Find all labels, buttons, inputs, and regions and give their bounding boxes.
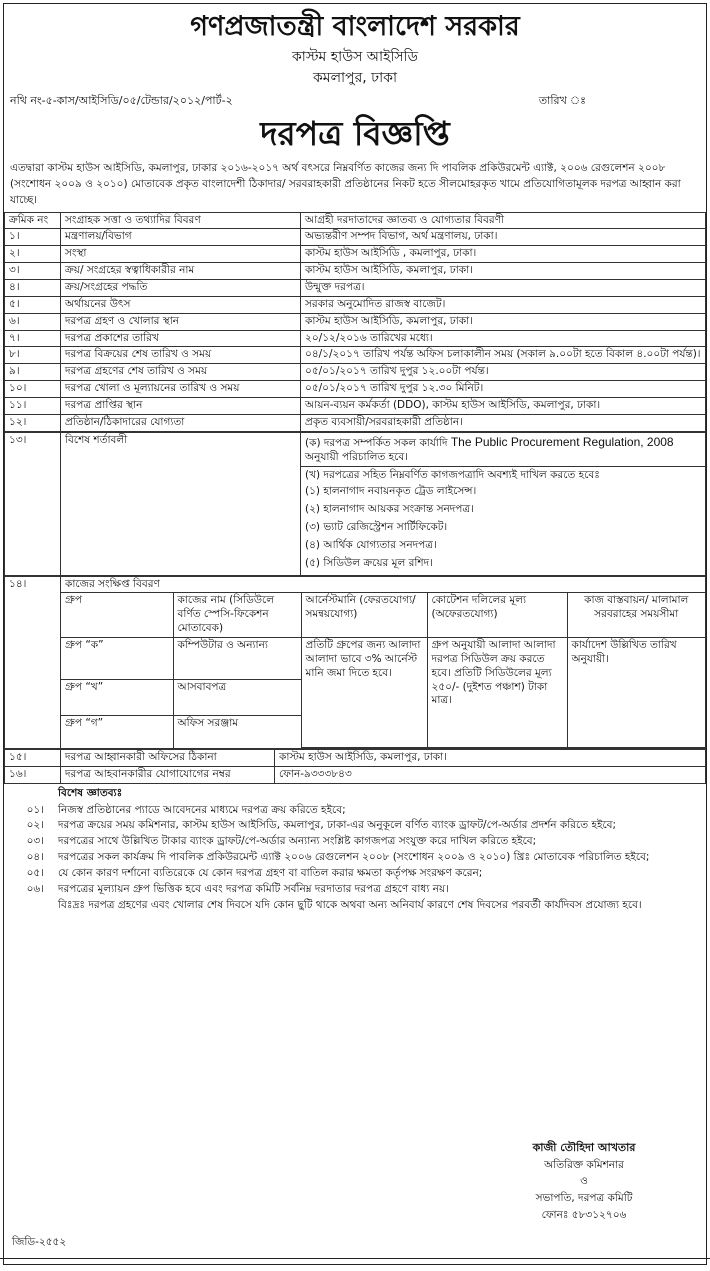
row-label: দরপত্র গ্রহণের শেষ তারিখ ও সময় — [61, 364, 301, 381]
special-notes — [4, 784, 706, 914]
row-value: ০৪/১/২০১৭ তারিখ পর্যন্ত অফিস চলাকালীন সময় (সকাল ৯.০০টা হতে বিকাল ৪.০০টা পর্যন্ত)। — [301, 347, 706, 364]
delivery-time: কার্যাদেশ উল্লিখিত তারিখ অনুযায়ী। — [567, 638, 705, 748]
row-serial: ১৬। — [5, 766, 61, 783]
note-item — [4, 882, 706, 898]
table-row — [5, 246, 706, 263]
note-item — [4, 898, 706, 914]
table-row — [5, 296, 706, 313]
row-label: সংস্থা — [61, 246, 301, 263]
table-header-row — [5, 212, 706, 229]
row-serial: ৬। — [5, 313, 61, 330]
reference-number: নথি নং-৫-কাস/আইসিডি/০৫/টেন্ডার/২০১২/পার্ট-২ — [10, 93, 233, 107]
date-label: তারিখ ঃ — [538, 93, 586, 107]
row-value: ০৫/০১/২০১৭ তারিখ দুপুর ১২.৩০ মিনিট। — [301, 381, 706, 398]
row-label: ক্রয়/সংগ্রহের পদ্ধতি — [61, 280, 301, 297]
row-serial: ৪। — [5, 280, 61, 297]
note-number: ০৩। — [26, 835, 44, 848]
signatory-name: কাজী তৌহিদা আখতার — [532, 1141, 636, 1154]
row-serial: ৯। — [5, 364, 61, 381]
notice-page — [3, 3, 707, 1265]
govt-title: গণপ্রজাতন্ত্রী বাংলাদেশ সরকার — [190, 11, 520, 42]
note-number: ০৫। — [26, 867, 44, 880]
group-name: গ্রুপ “ক” — [61, 638, 173, 680]
row-value: কাস্টম হাউস আইসিডি, কমলাপুর, ঢাকা। — [301, 313, 706, 330]
signature-block — [474, 1139, 694, 1224]
signatory-phone: ফোনঃ ৫৮৩১২৭০৬ — [541, 1208, 627, 1221]
table-row — [5, 229, 706, 246]
details-header: আগ্রহী দরদাতাদের জ্ঞাতব্য ও যোগ্যতার বিবরণী — [301, 212, 706, 229]
notice-title: দরপত্র বিজ্ঞপ্তি — [260, 114, 450, 154]
note-number: ০২। — [26, 819, 44, 832]
row-label: ক্রয়/ সংগ্রহের স্বত্বাধিকারীর নাম — [61, 263, 301, 280]
row-serial: ৭। — [5, 330, 61, 347]
description-header: সংগ্রাহক সত্তা ও তথ্যাদির বিবরণ — [61, 212, 301, 229]
signatory-and: ও — [580, 1175, 588, 1188]
note-item — [4, 850, 706, 866]
row-label: দরপত্র আহবানকারীর যোগাযোগের নম্বর — [61, 766, 275, 783]
table-row — [5, 263, 706, 280]
document-item: (৩) ভ্যাট রেজিস্ট্রেশন সার্টিফিকেট। — [305, 521, 448, 534]
note-item — [4, 803, 706, 819]
table-row — [5, 364, 706, 381]
note-number: ০৬। — [26, 882, 44, 895]
signatory-designation: অতিরিক্ত কমিশনার — [544, 1158, 624, 1171]
row-serial: ৫। — [5, 296, 61, 313]
contact-table — [4, 749, 706, 784]
group-work: অফিস সরঞ্জাম — [173, 716, 301, 748]
note-number: ০৪। — [26, 851, 44, 864]
row-serial: ১২। — [5, 414, 61, 431]
document-item: (৫) সিডিউল ক্রয়ের মূল রশিদ। — [305, 556, 433, 569]
row-label: প্রতিষ্ঠান/ঠিকাদারের যোগ্যতা — [61, 414, 301, 431]
row-value: ফোন-৯৩৩৩৮৪৩ — [275, 766, 706, 783]
document-item: (২) হালনাগাদ আয়কর সংক্রান্ত সনদপত্র। — [305, 503, 474, 516]
office-name: কাস্টম হাউস আইসিডি — [292, 48, 418, 65]
gd-code: জিডি-২৫৫২ — [12, 1236, 67, 1248]
note-text: যে কোন কারণ দর্শানো ব্যতিরেকে যে কোন দরপত্র গ্রহণ বা বাতিল করার ক্ষমতা কর্তৃপক্ষ সংরক্ষণ করেন; — [58, 867, 483, 880]
row-label: দরপত্র খোলা ও মূল্যায়নের তারিখ ও সময় — [61, 381, 301, 398]
note-text: দরপত্রের সাথে উল্লিখিত টাকার ব্যাংক ড্রাফট/পে-অর্ডার অন্যান্য সংশ্লিষ্ট কাগজপত্র সংযুক্ত করে দাখিল করিতে হইবে; — [58, 835, 537, 848]
note-number: ০১। — [26, 803, 44, 816]
row-label: দরপত্র প্রকাশের তারিখ — [61, 330, 301, 347]
special-conditions-table — [4, 432, 706, 576]
row-serial: ১৪। — [5, 576, 61, 593]
row-label: দরপত্র বিক্রয়ের শেষ তারিখ ও সময় — [61, 347, 301, 364]
table-row — [5, 398, 706, 415]
group-work: আসবাবপত্র — [173, 680, 301, 716]
row-serial: ১৫। — [5, 750, 61, 767]
notes-title: বিশেষ জ্ঞাতব্যঃ — [58, 786, 123, 799]
schedule-price: গ্রুপ অনুযায়ী আলাদা আলাদা দরপত্র সিডিউল ক্রয় করতে হবে। প্রতিটি সিডিউলের মূল্য ২৫০/- (দুইশত পঞ্চাশ) টাকা মাত্র। — [427, 638, 567, 748]
row-value: উন্মুক্ত দরপত্র। — [301, 280, 706, 297]
note-text: দরপত্র ক্রয়ের সময় কমিশনার, কাস্টম হাউস আইসিডি, কমলাপুর, ঢাকা-এর অনুকূলে বর্ণিত ব্যাংক ড্রাফট/পে-অর্ডার প্রদর্শন করিতে হইবে; — [58, 819, 617, 832]
row-serial: ১১। — [5, 398, 61, 415]
note-number — [4, 899, 58, 913]
group-table — [61, 593, 705, 748]
intro-paragraph: এতদ্বারা কাস্টম হাউস আইসিডি, কমলাপুর, ঢাকার ২০১৬-২০১৭ অর্থ বৎসরে নিম্নবর্ণিত কাজের জন্য দি পাবলিক প্রকিউরমেন্ট এ্যাক্ট, ২০০৬ রেগুলেশন ২০০৮ (সংশোধন ২০০৯ ও ২০১০) মোতাবেক প্রকৃত বাংলাদেশী ঠিকাদার/ সরবরাহকারী প্রতিষ্ঠানের নিকট হতে সীলমোহরকৃত খামে প্রতিযোগিতামূলক দরপত্র আহ্বান করা যাচ্ছে। — [10, 161, 681, 207]
price-col-header: কোটেশন দলিলের মূল্য (অফেরতযোগ্য) — [427, 593, 567, 637]
row-label: বিশেষ শর্তাবলী — [61, 432, 301, 575]
row-label: দরপত্র প্রাপ্তির স্থান — [61, 398, 301, 415]
group-name: গ্রুপ “গ” — [61, 716, 173, 748]
row-value: ০৫/০১/২০১৭ তারিখ দুপুর ১২.০০টা পর্যন্ত। — [301, 364, 706, 381]
row-value: সরকার অনুমোদিত রাজস্ব বাজেট। — [301, 296, 706, 313]
row-label: দরপত্র গ্রহণ ও খোলার স্থান — [61, 313, 301, 330]
table-row — [5, 432, 706, 575]
row-serial: ৮। — [5, 347, 61, 364]
note-item — [4, 866, 706, 882]
row-value: কাস্টম হাউস আইসিডি, কমলাপুর, ঢাকা। — [275, 750, 706, 767]
row-value: আয়ন-ব্যয়ন কর্মকর্তা (DDO), কাস্টম হাউস আইসিডি, কমলাপুর, ঢাকা। — [301, 398, 706, 415]
group-work: কম্পিউটার ও অন্যান্য — [173, 638, 301, 680]
row-serial: ৩। — [5, 263, 61, 280]
note-item — [4, 818, 706, 834]
group-row — [61, 638, 705, 680]
row-label: কাজের সংক্ষিপ্ত বিবরণ — [61, 576, 706, 593]
work-name-col-header: কাজের নাম (সিডিউলে বর্ণিত স্পেসি-ফিকেশন মোতাবেক) — [173, 593, 301, 637]
table-row — [5, 576, 706, 593]
earnest-col-header: আর্নেস্টমানি (ফেরতযোগ্য/ সমন্বয়যোগ্য) — [301, 593, 427, 637]
note-text: দরপত্রের সকল কার্যক্রম দি পাবলিক প্রকিউরমেন্ট এ্যাক্ট ২০০৬ রেগুলেশন ২০০৮ (সংশোধন ২০০৯ ও ২০১০) খ্রিঃ মোতাবেক পরিচালিত হইবে; — [58, 851, 650, 864]
row-value: কাস্টম হাউস আইসিডি , কমলাপুর, ঢাকা। — [301, 246, 706, 263]
table-row — [5, 750, 706, 767]
table-row — [5, 347, 706, 364]
note-text: বিঃদ্রঃ দরপত্র গ্রহণের এবং খোলার শেষ দিবসে যদি কোন ছুটি থাকে অথবা অন্য অনিবার্য কারণে শেষ দিবসের পরবর্তী কার্যদিবস প্রযোজ্য হবে। — [58, 898, 642, 911]
table-row — [5, 381, 706, 398]
row-value: কাস্টম হাউস আইসিডি, কমলাপুর, ঢাকা। — [301, 263, 706, 280]
row-value: প্রকৃত ব্যবসায়ী/সরবরাহকারী প্রতিষ্ঠান। — [301, 414, 706, 431]
work-description-table — [4, 576, 706, 749]
condition-a: (ক) দরপত্র সম্পর্কিত সকল কার্যাদি The Public Procurement Regulation, 2008 অনুযায়ী পরিচালিত হবে। — [301, 433, 705, 468]
page-bottom-border — [0, 1258, 710, 1259]
earnest-money: প্রতিটি গ্রুপের জন্য আলাদা আলাদা ভাবে ৩% আর্নেস্ট মানি জমা দিতে হবে। — [301, 638, 427, 748]
table-row — [5, 280, 706, 297]
document-item: (৪) আর্থিক যোগ্যতার সনদপত্র। — [305, 538, 437, 551]
row-serial: ১৩। — [5, 432, 61, 575]
note-text: নিজস্ব প্রতিষ্ঠানের প্যাডে আবেদনের মাধ্যমে দরপত্র ক্রয় করিতে হইবে; — [58, 803, 346, 816]
row-serial: ১০। — [5, 381, 61, 398]
row-label: মন্ত্রণালয়/বিভাগ — [61, 229, 301, 246]
table-row — [5, 313, 706, 330]
group-header-row — [61, 593, 705, 637]
time-col-header: কাজ বাস্তবায়ন/ মালামাল সরবরাহের সময়সীমা — [567, 593, 705, 637]
office-location: কমলাপুর, ঢাকা — [313, 70, 397, 87]
table-row — [5, 414, 706, 431]
row-serial: ১। — [5, 229, 61, 246]
tender-details-table — [4, 212, 706, 432]
note-text: দরপত্রের মূল্যায়ন গ্রুপ ভিত্তিক হবে এবং দরপত্র কমিটি সর্বনিম্ন দরদাতার দরপত্র গ্রহণে বাধ্য নয়। — [58, 882, 449, 895]
table-row — [5, 330, 706, 347]
table-row — [5, 766, 706, 783]
document-item: (১) হালনাগাদ নবায়নকৃত ট্রেড লাইসেন্স। — [305, 485, 477, 498]
row-label: অর্থায়নের উৎস — [61, 296, 301, 313]
reference-row — [4, 94, 706, 109]
condition-b: (খ) দরপত্রের সহিত নিম্নবর্ণিত কাগজপত্রাদি অবশ্যই দাখিল করতে হবেঃ (১) হালনাগাদ নবায়নকৃত ট্রেড লাইসেন্স। (২) হালনাগাদ আয়কর সংক্রান্ত সনদপত্র। (৩) ভ্যাট রেজিস্ট্রেশন সার্টিফিকেট। (৪) আর্থিক যোগ্যতার সনদপত্র। (৫) সিডিউল ক্রয়ের মূল রশিদ। — [301, 467, 705, 574]
serial-header: ক্রমিক নং — [5, 212, 61, 229]
row-serial: ২। — [5, 246, 61, 263]
row-label: দরপত্র আহ্বানকারী অফিসের ঠিকানা — [61, 750, 275, 767]
group-col-header: গ্রুপ — [61, 593, 173, 637]
row-value: অভ্যন্তরীণ সম্পদ বিভাগ, অর্থ মন্ত্রণালয়, ঢাকা। — [301, 229, 706, 246]
signatory-committee: সভাপতি, দরপত্র কমিটি — [535, 1192, 633, 1205]
group-name: গ্রুপ “খ” — [61, 680, 173, 716]
row-value: ২০/১২/২০১৬ তারিখের মধ্যে। — [301, 330, 706, 347]
note-item — [4, 834, 706, 850]
